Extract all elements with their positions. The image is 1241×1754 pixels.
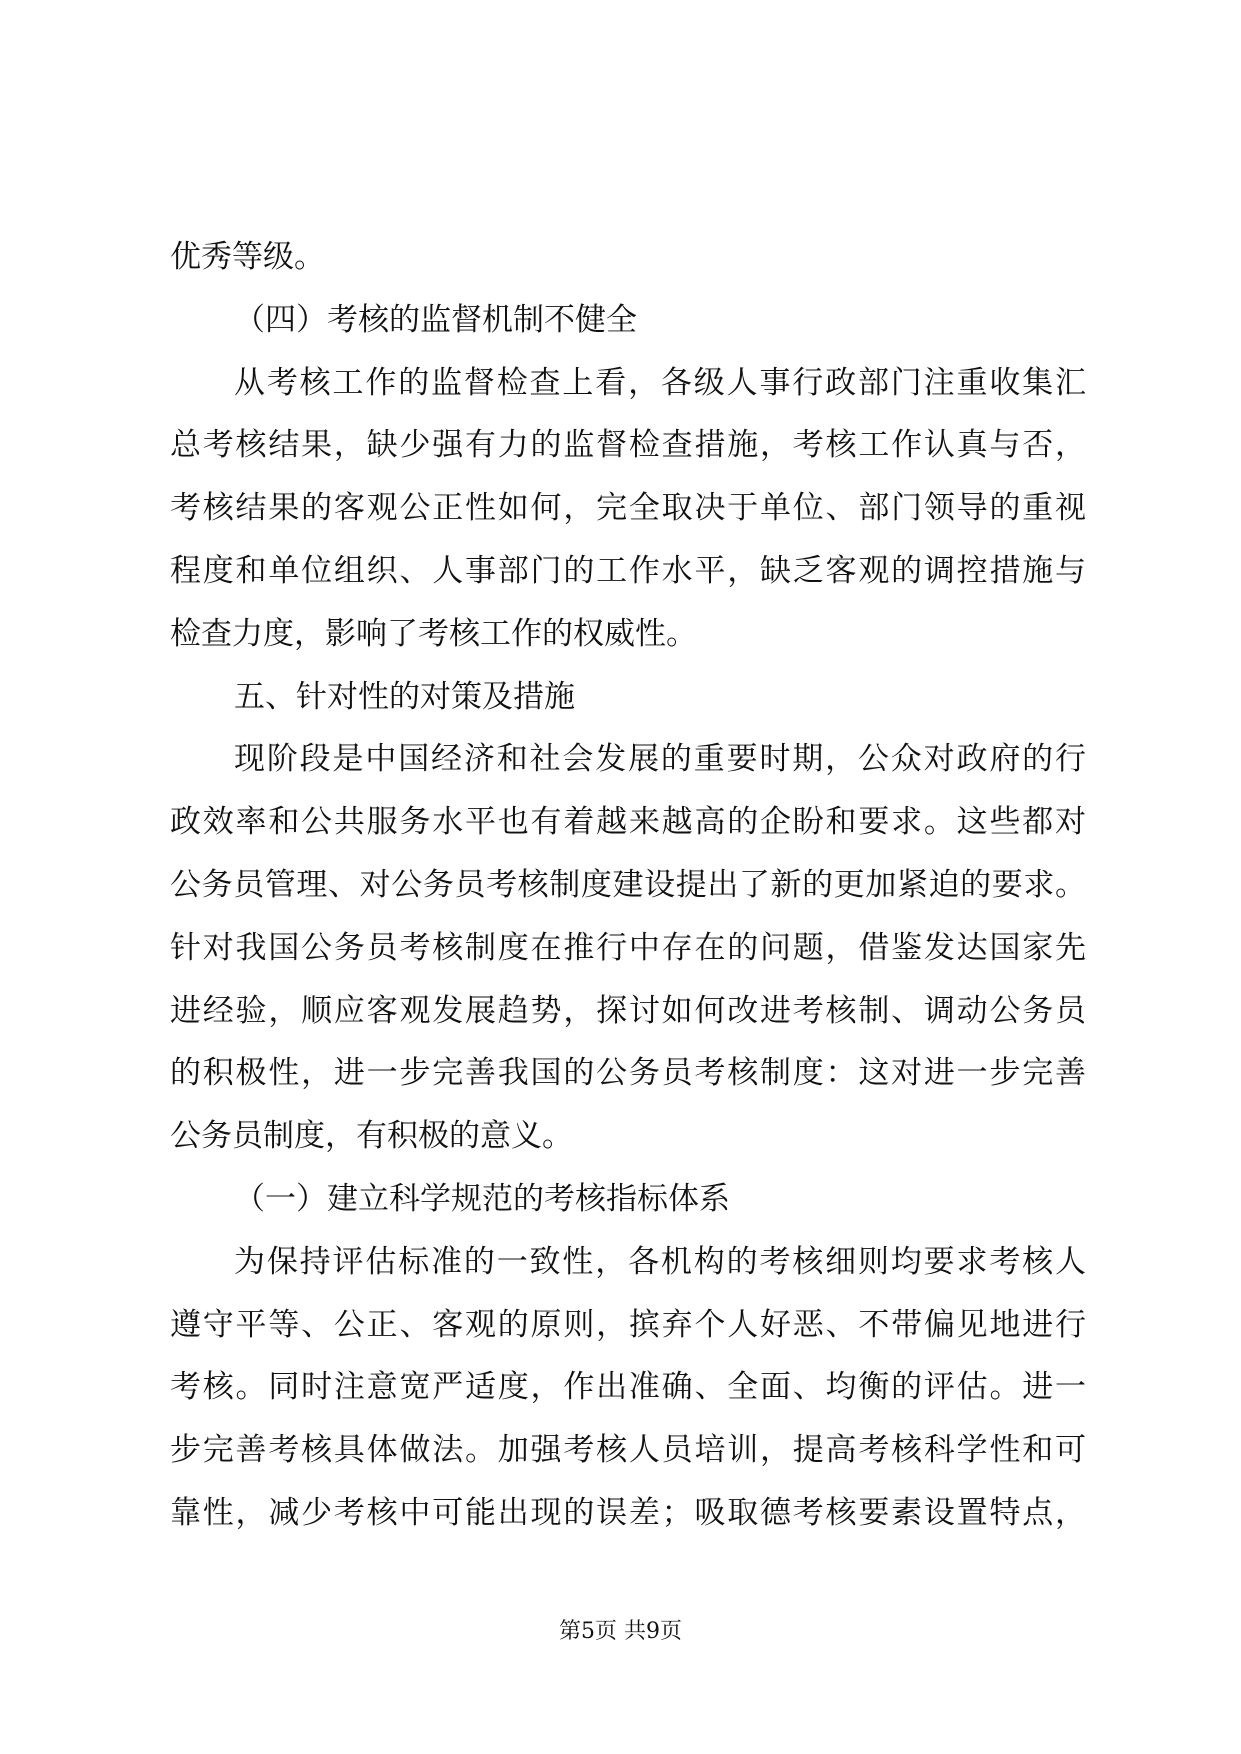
text-line: 总考核结果，缺少强有力的监督检查措施，考核工作认真与否， [170,427,1086,464]
text-line: 公务员管理、对公务员考核制度建设提出了新的更加紧迫的要求。 [170,866,1086,903]
paragraph [170,728,1086,1168]
text-line: 针对我国公务员考核制度在推行中存在的问题，借鉴发达国家先 [170,929,1086,966]
page-footer: 第5页 共9页 [559,1619,682,1644]
text-line: 考核结果的客观公正性如何，完全取决于单位、部门领导的重视 [170,490,1086,527]
paragraph [170,226,1086,289]
text-line: 从考核工作的监督检查上看，各级人事行政部门注重收集汇 [234,364,1086,401]
text-line: 政效率和公共服务水平也有着越来越高的企盼和要求。这些都对 [170,804,1086,841]
heading-text: 五、针对性的对策及措施 [234,678,575,715]
text-line: 现阶段是中国经济和社会发展的重要时期，公众对政府的行 [234,741,1086,778]
heading-text: （一）建立科学规范的考核指标体系 [234,1180,730,1217]
text-line: 检查力度，影响了考核工作的权威性。 [170,615,697,652]
text-line: 公务员制度，有积极的意义。 [170,1118,573,1155]
text-line: 优秀等级。 [170,239,325,275]
text-line: 步完善考核具体做法。加强考核人员培训，提高考核科学性和可 [170,1432,1086,1469]
section-heading [170,1168,1086,1231]
text-line: 的积极性，进一步完善我国的公务员考核制度：这对进一步完善 [170,1055,1086,1092]
text-line: 为保持评估标准的一致性，各机构的考核细则均要求考核人 [234,1243,1086,1280]
text-line: 进经验，顺应客观发展趋势，探讨如何改进考核制、调动公务员 [170,992,1086,1029]
text-line: 靠性，减少考核中可能出现的误差；吸取德考核要素设置特点， [170,1494,1086,1531]
heading-text: （四）考核的监督机制不健全 [234,301,637,338]
text-line: 遵守平等、公正、客观的原则，摈弃个人好恶、不带偏见地进行 [170,1306,1086,1343]
paragraph [170,1231,1086,1545]
paragraph [170,352,1086,666]
text-line: 程度和单位组织、人事部门的工作水平，缺乏客观的调控措施与 [170,552,1086,589]
section-heading [170,666,1086,729]
section-heading [170,289,1086,352]
document-body [170,226,1086,1545]
text-line: 考核。同时注意宽严适度，作出准确、全面、均衡的评估。进一 [170,1369,1086,1406]
